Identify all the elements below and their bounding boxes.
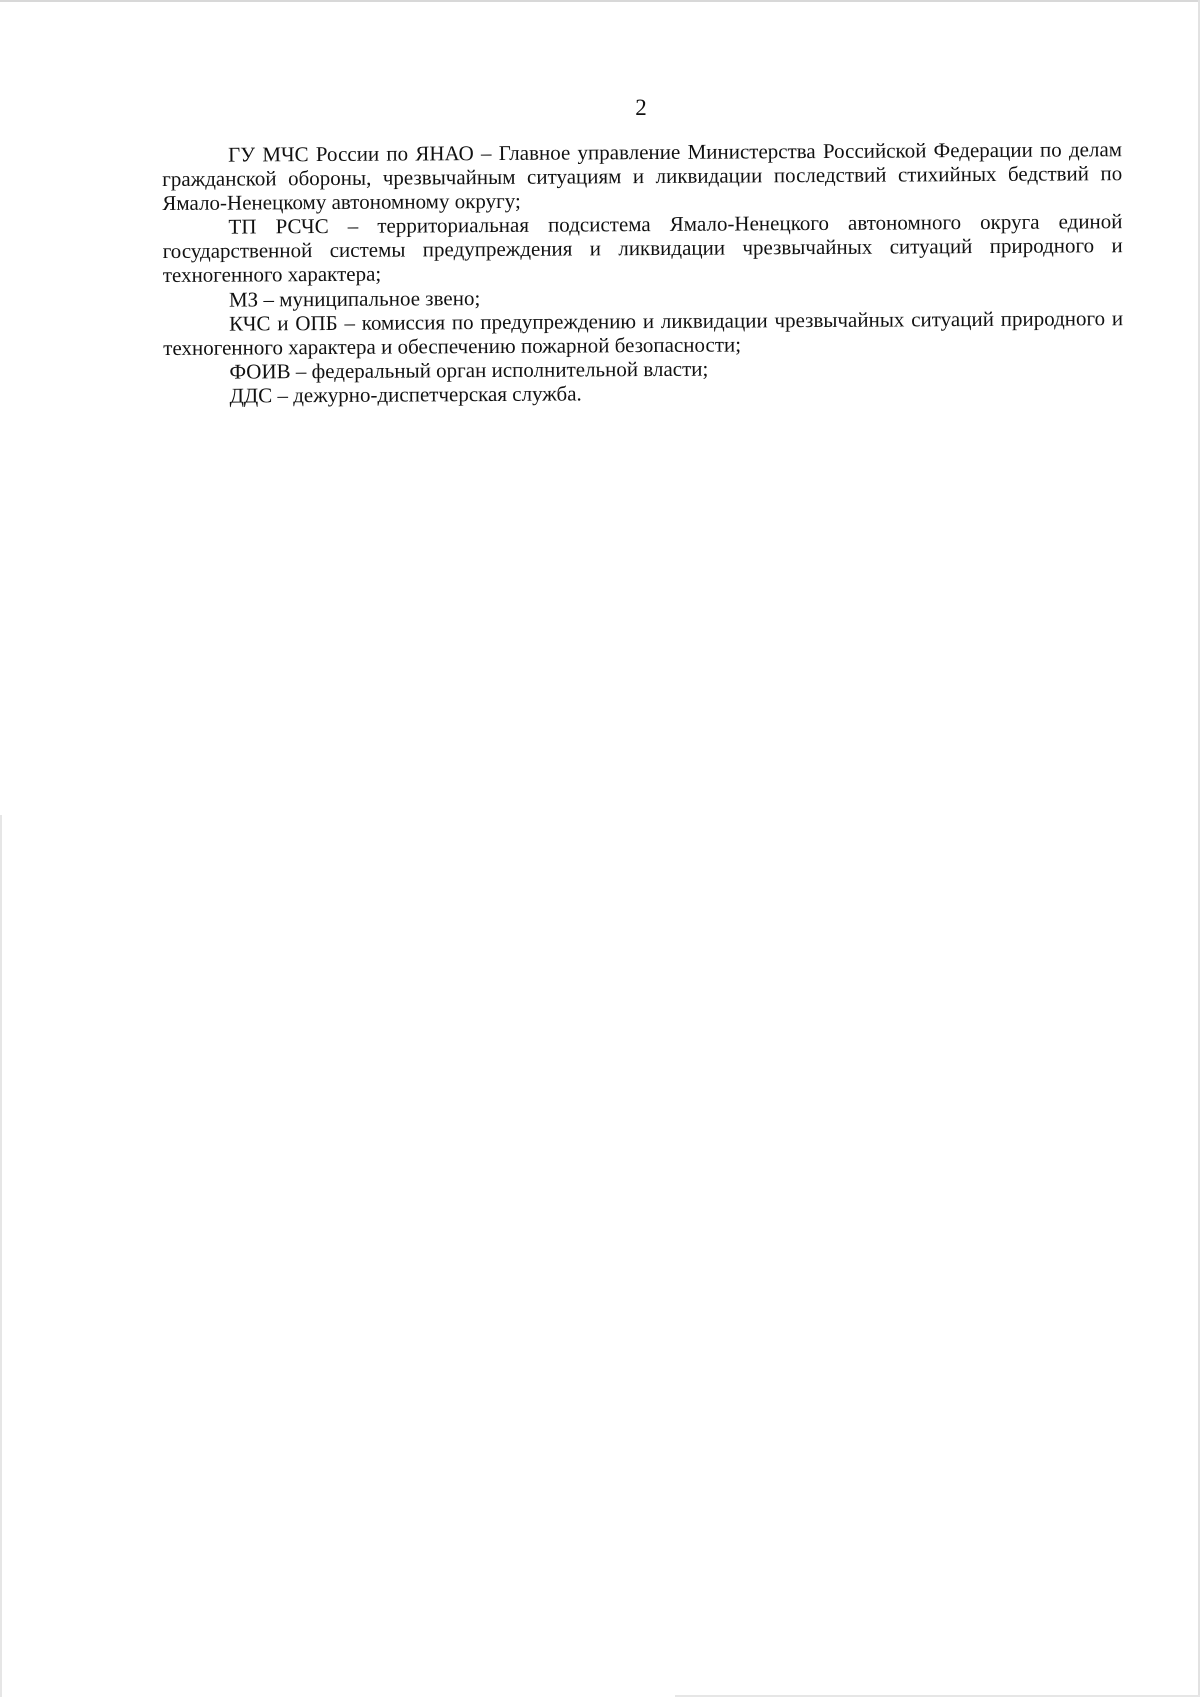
abbreviation-kchs-opb: КЧС и ОПБ – комиссия по предупреждению и ликвидации чрезвычайных ситуаций природного и техногенного характера и обеспечению пожарной безопасности; xyxy=(163,305,1124,360)
abbreviation-foiv: ФОИВ – федеральный орган исполнительной власти; xyxy=(229,356,709,384)
abbreviation-dds: ДДС – дежурно-диспетчерская служба. xyxy=(229,381,582,408)
abbreviation-mz: МЗ – муниципальное звено; xyxy=(228,285,481,312)
page-number: 2 xyxy=(635,95,647,120)
abbreviation-tp-rschs: ТП РСЧС – территориальная подсистема Ямало-Ненецкого автономного округа единой государственной системы предупреждения и ликвидации чрезвычайных ситуаций природного и техногенного характера; xyxy=(162,209,1123,288)
abbreviations-list xyxy=(162,137,1124,408)
abbreviation-gu-mchs: ГУ МЧС России по ЯНАО – Главное управление Министерства Российской Федерации по делам гражданской обороны, чрезвычайным ситуациям и ликвидации последствий стихийных бедствий по Ямало-Ненецкому автономному округу; xyxy=(162,137,1123,216)
scan-edge-left xyxy=(0,815,2,1697)
scan-edge-top xyxy=(0,0,1200,2)
